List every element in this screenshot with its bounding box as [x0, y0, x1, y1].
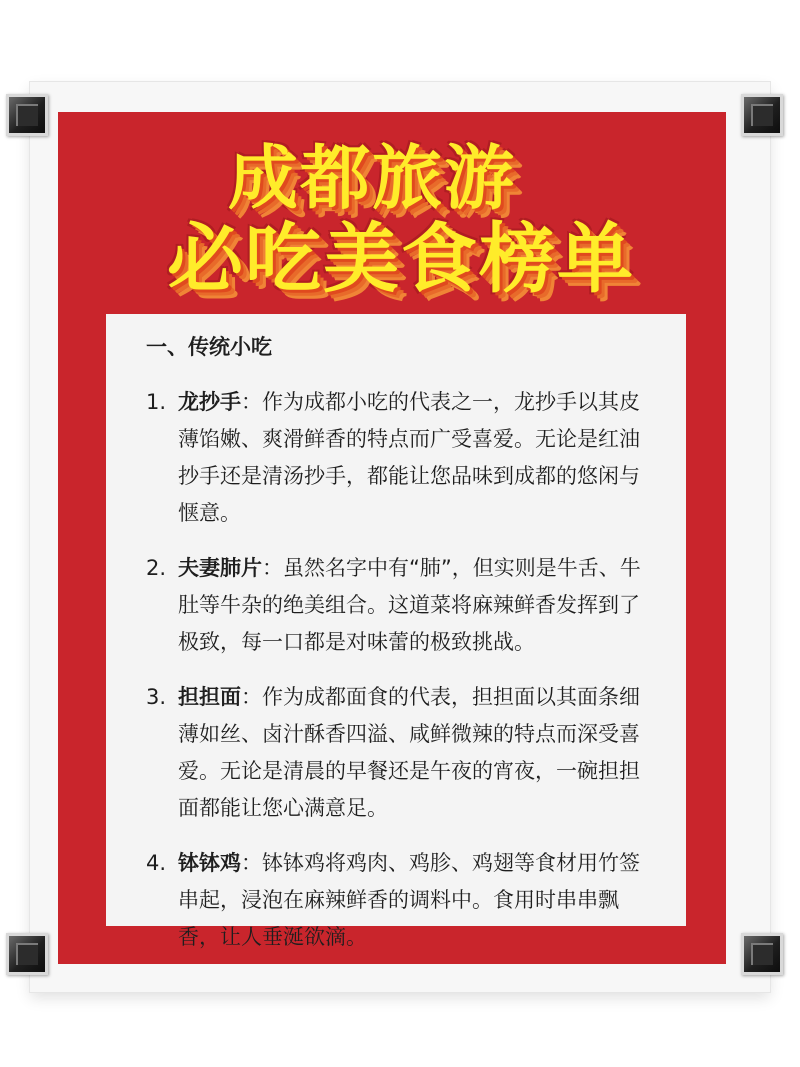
list-item: [146, 550, 656, 661]
item-name: 担担面: [178, 685, 241, 709]
content-card: [106, 314, 686, 949]
item-number: 4.: [146, 851, 167, 875]
corner-rivet-icon: [6, 94, 48, 136]
item-description: ：钵钵鸡将鸡肉、鸡胗、鸡翅等食材用竹签串起，浸泡在麻辣鲜香的调料中。食用时串串飘香，让人垂涎欲滴。: [178, 851, 640, 949]
corner-rivet-icon: [741, 94, 783, 136]
item-description: ：虽然名字中有“肺”，但实则是牛舌、牛肚等牛杂的绝美组合。这道菜将麻辣鲜香发挥到了极致，每一口都是对味蕾的极致挑战。: [178, 556, 641, 654]
item-description: ：作为成都面食的代表，担担面以其面条细薄如丝、卤汁酥香四溢、咸鲜微辣的特点而深受喜爱。无论是清晨的早餐还是午夜的宵夜，一碗担担面都能让您心满意足。: [178, 685, 640, 820]
food-list: [146, 384, 656, 956]
item-name: 龙抄手: [178, 390, 241, 414]
list-item: [146, 679, 656, 827]
item-number: 2.: [146, 556, 167, 580]
item-name: 夫妻肺片: [178, 556, 262, 580]
poster-title: [58, 137, 726, 303]
list-item: [146, 845, 656, 956]
item-number: 1.: [146, 390, 167, 414]
title-line-2: 必吃美食榜单: [167, 214, 635, 303]
item-number: 3.: [146, 685, 167, 709]
item-name: 钵钵鸡: [178, 851, 241, 875]
corner-rivet-icon: [741, 933, 783, 975]
section-heading: 一、传统小吃: [146, 335, 272, 359]
title-line-1: 成都旅游: [228, 137, 516, 219]
item-description: ：作为成都小吃的代表之一，龙抄手以其皮薄馅嫩、爽滑鲜香的特点而广受喜爱。无论是红油抄手还是清汤抄手，都能让您品味到成都的悠闲与惬意。: [178, 390, 640, 525]
corner-rivet-icon: [6, 933, 48, 975]
list-item: [146, 384, 656, 532]
